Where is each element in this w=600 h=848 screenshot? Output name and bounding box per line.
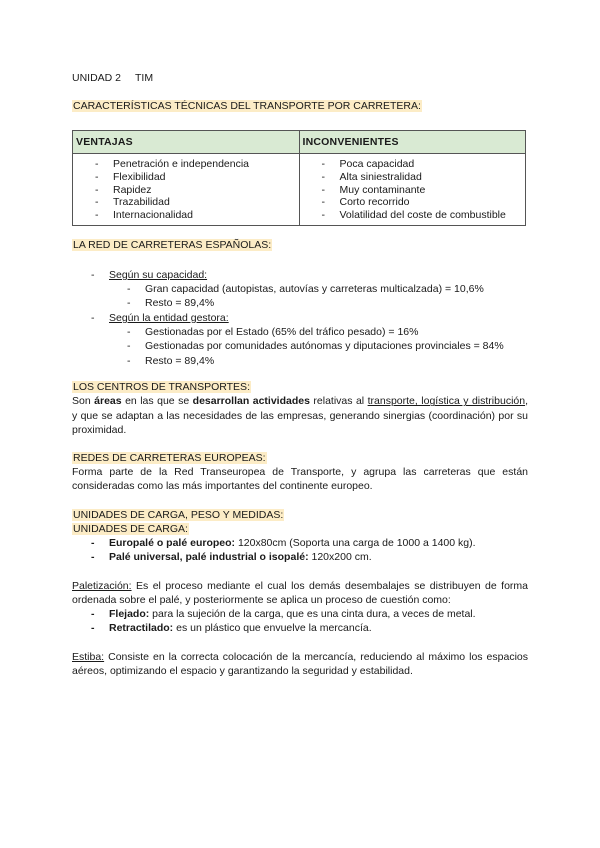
text-run: 120x200 cm. xyxy=(308,551,372,563)
paletizacion-list xyxy=(72,607,528,636)
text-run: Consiste en la correcta colocación de la mercancía, reduciendo al máximo los espacios aéreos, optimizando el espacio y garantizando la seguridad y estabilidad. xyxy=(72,650,528,678)
text-run: Palé universal, palé industrial o isopalé: xyxy=(109,551,309,563)
list-item: - Muy contaminante xyxy=(303,184,523,197)
text-run: Europalé o palé europeo: xyxy=(109,536,236,549)
list-item xyxy=(72,536,528,551)
text-run: Estiba: xyxy=(72,650,105,663)
list-item: - Internacionalidad xyxy=(76,209,296,222)
list-item xyxy=(72,607,528,622)
list-group xyxy=(72,268,528,311)
group-label: Según la entidad gestora: xyxy=(109,311,229,324)
text-run: para la sujeción de la carga, que es una cinta dura, a veces de metal. xyxy=(149,607,476,620)
section-title-text: CARACTERÍSTICAS TÉCNICAS DEL TRANSPORTE POR CARRETERA: xyxy=(73,100,421,112)
redes-europeas-paragraph: Forma parte de la Red Transeuropea de Transporte, y agrupa las carreteras que están consideradas como las más importantes del continente europeo. xyxy=(72,466,528,493)
text-run: en las que se xyxy=(121,395,193,408)
list-item: - Gran capacidad (autopistas, autovías y carreteras multicalzada) = 10,6% xyxy=(109,282,528,297)
list-item: - Resto = 89,4% xyxy=(109,296,528,311)
text-run: áreas xyxy=(94,395,122,408)
section-subtitle-unidades-carga xyxy=(72,522,528,536)
section-subtitle-text: UNIDADES DE CARGA: xyxy=(73,522,188,535)
text-run: , y que se adaptan a las necesidades de las empresas, generando sinergias (coordinación) por su proximidad. xyxy=(72,395,528,436)
text-run: Paletización: xyxy=(72,579,132,592)
unit-label: UNIDAD 2 xyxy=(72,72,122,84)
inconvenientes-list xyxy=(303,158,523,222)
list-item: - Corto recorrido xyxy=(303,196,523,209)
list-item: - Penetración e independencia xyxy=(76,158,296,171)
list-item: - Poca capacidad xyxy=(303,158,523,171)
list-item: - Gestionadas por comunidades autónomas y diputaciones provinciales = 84% xyxy=(109,339,528,354)
text-run: transporte, logística y distribución xyxy=(367,395,526,408)
list-item: - Trazabilidad xyxy=(76,196,296,209)
text-run: es un plástico que envuelve la mercancía. xyxy=(173,622,372,635)
section-title-text: REDES DE CARRETERAS EUROPEAS: xyxy=(73,452,266,465)
table-row xyxy=(73,154,526,226)
centros-paragraph xyxy=(72,394,528,437)
section-title-unidades xyxy=(72,508,528,522)
text-run: Flejado: xyxy=(109,607,150,620)
section-title-redes-europeas xyxy=(72,451,528,465)
list-item xyxy=(72,550,528,565)
ventajas-list xyxy=(76,158,296,222)
paletizacion-paragraph xyxy=(72,579,528,607)
section-title-red-carreteras xyxy=(72,238,528,252)
list-item: - Alta siniestralidad xyxy=(303,171,523,184)
section-title-text: LA RED DE CARRETERAS ESPAÑOLAS: xyxy=(73,238,272,251)
list-item: - Gestionadas por el Estado (65% del tráfico pesado) = 16% xyxy=(109,325,528,340)
list-item: - Rapidez xyxy=(76,184,296,197)
list-item: - Volatilidad del coste de combustible xyxy=(303,209,523,222)
estiba-paragraph xyxy=(72,650,528,678)
document-page xyxy=(72,72,528,678)
text-run: desarrollan actividades xyxy=(192,395,310,408)
sub-list xyxy=(109,282,528,311)
section-title-text: LOS CENTROS DE TRANSPORTES: xyxy=(73,381,250,394)
ventajas-cell xyxy=(73,154,300,226)
inconvenientes-cell xyxy=(299,154,526,226)
table-header-inconvenientes: INCONVENIENTES xyxy=(299,131,526,154)
document-header xyxy=(72,72,528,84)
section-title-centros xyxy=(72,380,528,394)
table-header-ventajas: VENTAJAS xyxy=(73,131,300,154)
section-title-text: UNIDADES DE CARGA, PESO Y MEDIDAS: xyxy=(73,508,284,521)
section-title-caracteristicas xyxy=(72,99,528,113)
table-header-row xyxy=(73,131,526,154)
list-item: - Resto = 89,4% xyxy=(109,354,528,369)
text-run: Son xyxy=(72,395,95,408)
sub-list xyxy=(109,325,528,369)
text-run: Es el proceso mediante el cual los demás desembalajes se distribuyen de forma ordenada sobre el palé, y posteriormente se aplica un proceso de cuestión como: xyxy=(72,579,528,606)
list-group xyxy=(72,311,528,369)
text-run: Retractilado: xyxy=(109,622,174,635)
unidades-list xyxy=(72,536,528,565)
red-carreteras-list xyxy=(72,268,528,369)
ventajas-inconvenientes-table xyxy=(72,130,526,226)
group-label: Según su capacidad: xyxy=(109,268,208,281)
text-run: 120x80cm (Soporta una carga de 1000 a 1400 kg). xyxy=(235,536,476,549)
list-item xyxy=(72,621,528,636)
subject-label: TIM xyxy=(135,72,154,84)
list-item: - Flexibilidad xyxy=(76,171,296,184)
text-run: relativas al xyxy=(309,395,368,408)
